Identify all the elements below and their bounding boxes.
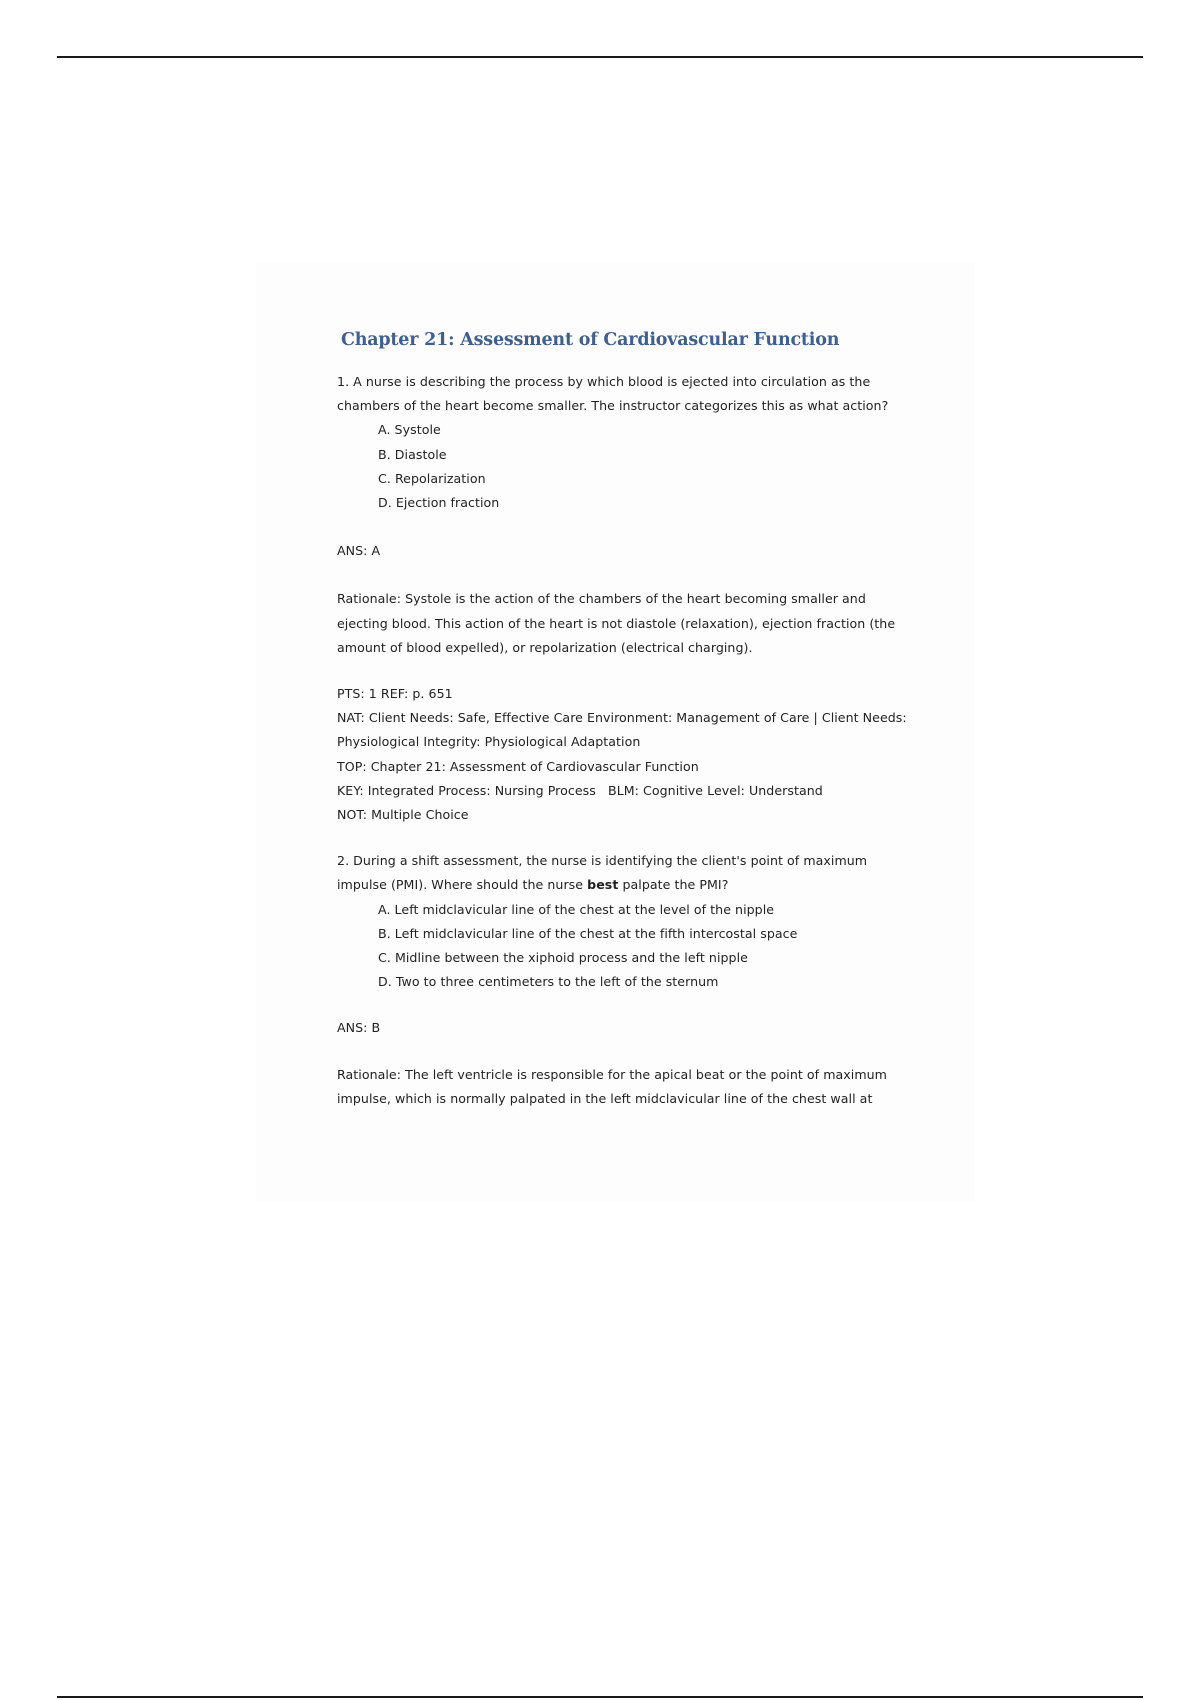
question-1-metadata	[337, 682, 917, 827]
question-1-option-b: B. Diastole	[378, 446, 447, 462]
question-2-option-b: B. Left midclavicular line of the chest at the fifth intercostal space	[378, 925, 798, 941]
question-1-option-a: A. Systole	[378, 422, 441, 438]
question-1-option-c: C. Repolarization	[378, 470, 486, 486]
question-2-option-d: D. Two to three centimeters to the left of the sternum	[378, 974, 719, 990]
question-1-rationale: Rationale: Systole is the action of the chambers of the heart becoming smaller and ejecting blood. This action of the heart is not diastole (relaxation), ejection fraction (the amount of blood expelled), or repolarization (electrical charging).	[337, 591, 896, 655]
chapter-title: Chapter 21: Assessment of Cardiovascular Function	[341, 330, 840, 350]
question-1-pts: PTS: 1 REF: p. 651	[337, 686, 453, 702]
question-1-key: KEY: Integrated Process: Nursing Process BLM: Cognitive Level: Understand	[337, 782, 823, 798]
document-content	[337, 322, 917, 1111]
question-1-nat: NAT: Client Needs: Safe, Effective Care Environment: Management of Care | Client Needs: Physiological Integrity: Physiological Adaptation	[337, 710, 907, 750]
question-1-stem: 1. A nurse is describing the process by which blood is ejected into circulation as the chambers of the heart become smaller. The instructor categorizes this as what action?	[337, 374, 889, 414]
question-2-stem-text: 2. During a shift assessment, the nurse is identifying the client's point of maximum impulse (PMI). Where should the nurse	[337, 853, 868, 893]
bottom-rule	[57, 1696, 1143, 1698]
question-2-stem-end: palpate the PMI?	[618, 877, 729, 893]
question-1-answer: ANS: A	[337, 543, 381, 559]
question-2-option-c: C. Midline between the xiphoid process and the left nipple	[378, 950, 748, 966]
question-2-answer: ANS: B	[337, 1020, 381, 1036]
question-1-options	[337, 418, 917, 515]
question-2-stem-emphasis: best	[587, 877, 619, 893]
question-2-options	[337, 898, 917, 995]
question-2-stem	[337, 849, 917, 897]
question-2-rationale: Rationale: The left ventricle is responsible for the apical beat or the point of maximum impulse, which is normally palpated in the left midclavicular line of the chest wall at	[337, 1066, 888, 1106]
question-1-not: NOT: Multiple Choice	[337, 807, 469, 823]
top-rule	[57, 56, 1143, 58]
question-1-option-d: D. Ejection fraction	[378, 495, 500, 511]
question-2-option-a: A. Left midclavicular line of the chest at the level of the nipple	[378, 901, 775, 917]
question-1-top: TOP: Chapter 21: Assessment of Cardiovascular Function	[337, 758, 699, 774]
